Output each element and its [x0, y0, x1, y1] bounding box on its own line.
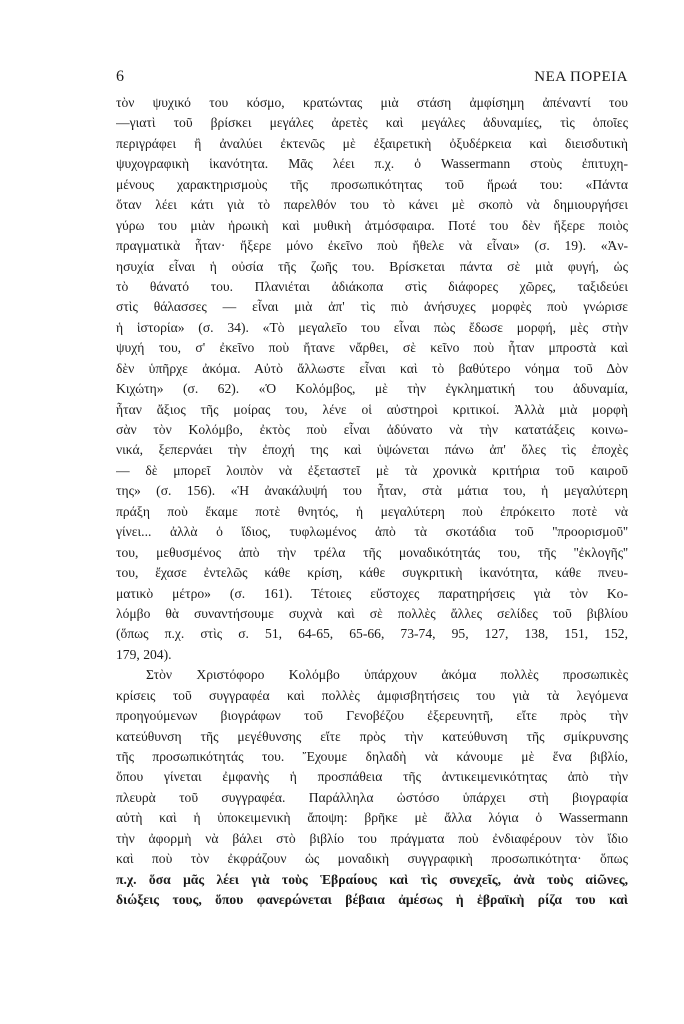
text-line: πράξη ποὺ ἔκαμε ποτὲ θνητός, ἡ μεγαλύτερη ποὺ ἐπρόκειτο ποτὲ νὰ [116, 503, 628, 519]
text-line: του, ἔχασε ἐντελῶς κάθε κρίση, κάθε συγκριτικὴ ἱκανότητα, κάθε πνευ- [116, 565, 628, 581]
text-line: του, μεθυσμένος ἀπὸ τὴν τρέλα τῆς μοναδικότητάς του, τῆς ''ἐκλογῆς'' [116, 544, 628, 560]
text-line: Κιχώτη» (σ. 62). «Ὁ Κολόμβος, μὲ τὴν ἐγκληματική του ἀδυναμία, [116, 381, 628, 397]
text-line: — δὲ μπορεῖ λοιπὸν νὰ ἐξεταστεῖ μὲ τὰ χρονικὰ κριτήρια τοῦ καιροῦ [116, 462, 628, 478]
text-line: γύρω του μιὰν ἡρωικὴ καὶ μυθικὴ ἀτμόσφαιρα. Ποτέ του δὲν ἤξερε ποιὸς [116, 217, 628, 233]
text-line: (ὅπως π.χ. στὶς σ. 51, 64-65, 65-66, 73-74, 95, 127, 138, 151, 152, [116, 626, 628, 642]
text-line: π.χ. ὅσα μᾶς λέει γιὰ τοὺς Ἑβραίους καὶ τὶς συνεχεῖς, ἀνὰ τοὺς αἰῶνες, [116, 871, 628, 887]
text-line: ἦταν ἄξιος τῆς μοίρας του, λένε οἱ αὐστηροὶ κριτικοί. Ἀλλὰ μιὰ μορφὴ [116, 401, 628, 417]
text-line: δὲν ὑπῆρχε ἀκόμα. Αὐτὸ ἄλλωστε εἶναι καὶ τὸ βαθύτερο νόημα τοῦ Δὸν [116, 360, 628, 376]
page-number: 6 [116, 68, 124, 85]
text-line: ησυχία εἶναι ἡ οὐσία τῆς ζωῆς του. Βρίσκεται πάντα σὲ μιὰ φυγή, ὡς [116, 258, 628, 274]
page-header [116, 68, 628, 86]
text-line: στὶς θάλασσες — εἶναι μιὰ ἀπ' τὶς πιὸ ἀνήσυχες μορφὲς ποὺ γνώρισε [116, 299, 628, 315]
text-line: κρίσεις τοῦ συγγραφέα καὶ πολλὲς ἀμφισβητήσεις του γιὰ τὰ λεγόμενα [116, 687, 628, 703]
body-text [116, 93, 628, 911]
text-line: —γιατὶ τοῦ βρίσκει μεγάλες ἀρετὲς καὶ μεγάλες ἀδυναμίες, τὶς ὁποῖες [116, 115, 628, 131]
text-line: ἡ ἱστορία» (σ. 34). «Τὸ μεγαλεῖο του εἶναι πὼς ἔδωσε μορφή, μὲς στὴν [116, 319, 628, 335]
text-line: προηγούμενων βιογράφων τοῦ Γενοβέζου ἐξερευνητῆ, εἴτε πρὸς τὴν [116, 708, 628, 724]
text-line: ψυχή του, σ' ἐκεῖνο ποὺ ἤτανε νἄρθει, σὲ κεῖνο ποὺ ἦταν μπροστὰ καὶ [116, 340, 628, 356]
text-line: τῆς προσωπικότητάς του. Ἔχουμε δηλαδὴ νὰ κάνουμε μὲ ἕνα βιβλίο, [116, 749, 628, 764]
text-line: διώξεις τους, ὅπου φανερώνεται βέβαια ἀμέσως ἡ ἑβραϊκὴ ρίζα του καὶ [116, 892, 628, 908]
text-line: περιγράφει ἢ ἀναλύει ἐκτενῶς μὲ ἐξαιρετικὴ ὀξυδέρκεια καὶ διεισδυτικὴ [116, 135, 628, 151]
text-line: κατεύθυνση τῆς μεγέθυνσης εἴτε πρὸς τὴν κατεύθυνση τῆς σμίκρυνσης [116, 728, 628, 744]
text-line: τὸ θάνατό του. Πλανιέται ἀδιάκοπα στὶς διάφορες χῶρες, ταξιδεύει [116, 278, 628, 294]
text-line: νικά, ξεπερνάει τὴν ἐποχή της καὶ ὑψώνεται πάνω ἀπ' ὅλες τὶς ἐποχὲς [116, 442, 628, 458]
text-line: πραγματικὰ ἦταν· ἤξερε μόνο ἐκεῖνο ποὺ ἤθελε νὰ εἶναι» (σ. 19). «Ἀν- [116, 238, 628, 254]
text-line: της» (σ. 156). «Ἡ ἀνακάλυψή του ἦταν, στὰ μάτια του, ἡ μεγαλύτερη [116, 483, 628, 499]
text-line: ὅταν λέει κάτι γιὰ τὸ παρελθόν του τὸ κάνει μὲ σκοπὸ νὰ δημιουργήσει [116, 197, 628, 213]
text-line: λόμβο θὰ συναντήσουμε συχνὰ καὶ σὲ πολλὲς ἄλλες σελίδες τοῦ βιβλίου [116, 605, 628, 621]
running-head: ΝΕΑ ΠΟΡΕΙΑ [534, 69, 628, 85]
text-line: ματικὸ μέτρο» (σ. 161). Τέτοιες εὔστοχες παρατηρήσεις γιὰ τὸν Κο- [116, 585, 628, 601]
text-line: σὰν τὸν Κολόμβο, ἐκτὸς ποὺ εἶναι ἀδύνατο νὰ τὴν κατατάξεις κοινω- [116, 422, 628, 437]
text-line: ψυχογραφικὴ ἱκανότητα. Μᾶς λέει π.χ. ὁ Wassermann στοὺς ἐπιτυχη- [116, 156, 628, 172]
text-line: τὴν ἀφορμὴ νὰ βάλει στὸ βιβλίο του πράγματα ποὺ ἐνδιαφέρουν τὸν ἴδιο [116, 830, 628, 846]
text-line: 179, 204). [116, 646, 172, 662]
text-line: ὅπου γίνεται ἐμφανὴς ἡ προσπάθεια τῆς ἀντικειμενικότητας ἀπὸ τὴν [116, 769, 628, 785]
text-line: Στὸν Χριστόφορο Κολόμβο ὑπάρχουν ἀκόμα πολλὲς προσωπικὲς [146, 667, 628, 683]
text-line: γίνει... ἀλλὰ ὁ ἴδιος, τυφλωμένος ἀπὸ τὰ σκοτάδια τοῦ ''προορισμοῦ'' [116, 524, 628, 540]
text-line: τὸν ψυχικό του κόσμο, κρατώντας μιὰ στάση ἀμφίσημη ἀπέναντί του [116, 95, 628, 110]
text-line: αὐτὴ καὶ ἡ ὑποκειμενικὴ ἄποψη: βρῆκε μὲ ἄλλα λόγια ὁ Wassermann [116, 810, 628, 826]
text-line: καὶ ποὺ τὸν ἐκφράζουν ὡς μοναδικὴ συγγραφικὴ προσωπικότητα· ὅπως [116, 851, 628, 867]
text-line: πλευρὰ τοῦ συγγραφέα. Παράλληλα ὡστόσο ὑπάρχει στὴ βιογραφία [116, 789, 628, 805]
text-line: μένους χαρακτηρισμοὺς τῆς προσωπικότητας τοῦ ἥρωά του: «Πάντα [116, 176, 628, 192]
